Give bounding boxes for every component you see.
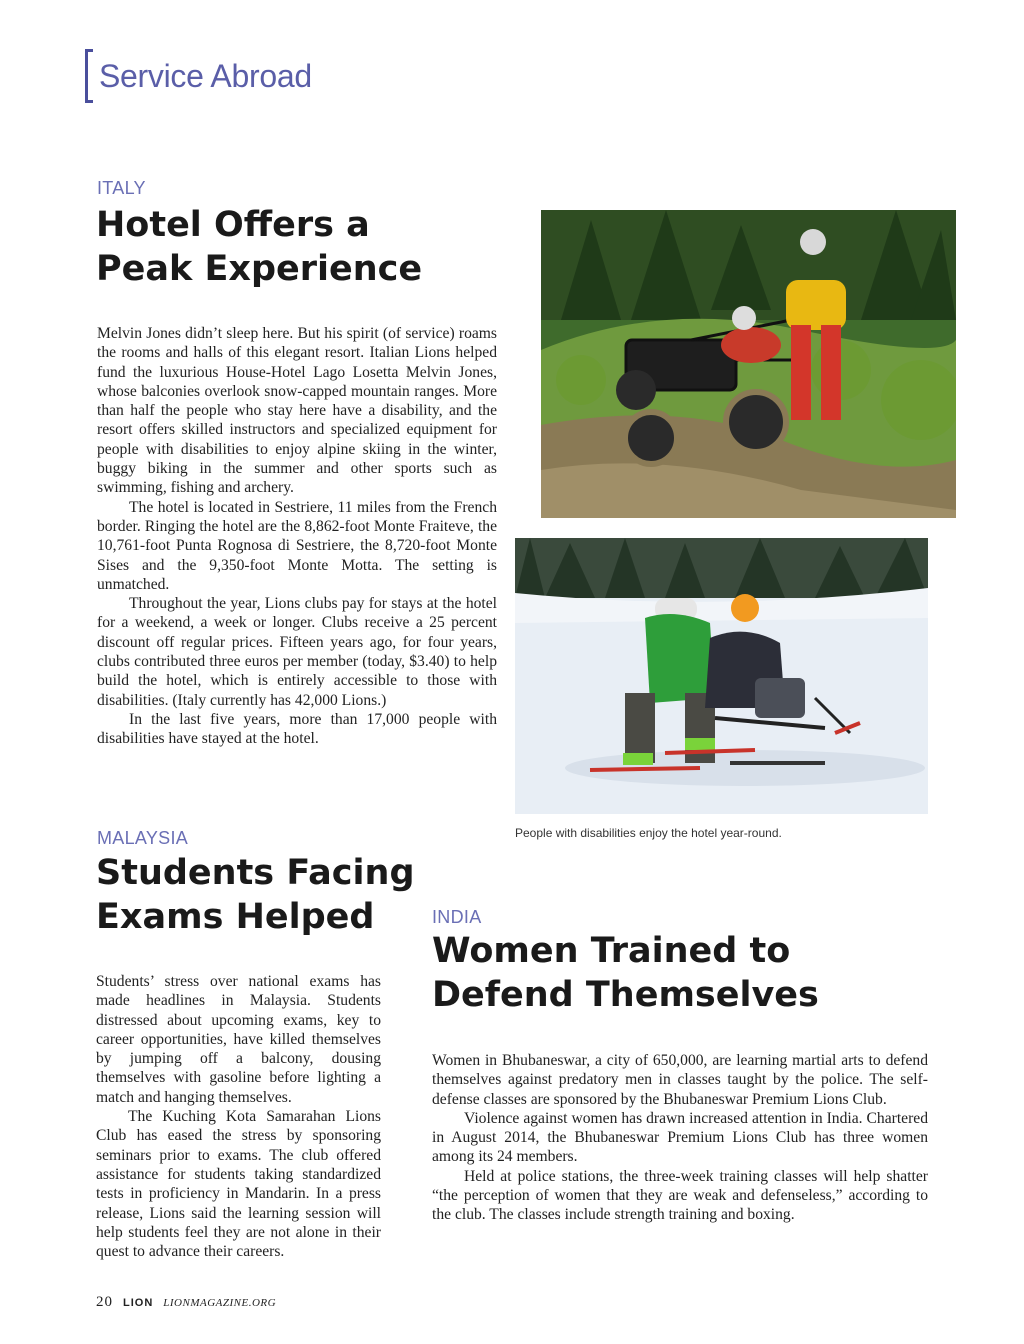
malaysia-article-body [96,972,381,1261]
italy-paragraph-2: The hotel is located in Sestriere, 11 miles from the French border. Ringing the hotel are the 8,862-foot Monte Fraiteve, the 10,761-foot Punta Rognosa di Sestriere, the 8,720-foot Monte Sises and the 9,350-foot Monte Motta. The setting is unmatched. [97,498,497,593]
india-kicker: INDIA [432,907,482,927]
section-header [85,48,312,104]
italy-paragraph-4: In the last five years, more than 17,000 people with disabilities have stayed at the hotel. [97,710,497,748]
page-number: 20 [96,1294,113,1310]
italy-kicker: ITALY [97,178,146,198]
italy-headline-line1: Hotel Offers a [96,205,370,245]
italy-paragraph-1: Melvin Jones didn’t sleep here. But his spirit (of service) roams the rooms and halls of this elegant resort. Italian Lions helped fund the luxurious House-Hotel Lago Losetta Melvin Jones, whose balconies overlook snow-capped mountain ranges. More than half the people who stay here have a disability, and the resort offers skilled instructors and specialized equipment for people with disabilities to enjoy alpine skiing in the winter, buggy biking in the summer and other sports such as swimming, fishing and archery. [97,325,497,497]
malaysia-paragraph-1: Students’ stress over national exams has made headlines in Malaysia. Students distressed about upcoming exams, key to career opportunities, have killed themselves by jumping off a balcony, dousing themselves with gasoline before lighting a match and hanging themselves. [96,973,381,1106]
magazine-name: LION [123,1297,154,1309]
page-footer [96,1294,276,1311]
india-headline-line2: Defend Themselves [432,974,819,1015]
italy-headline [96,204,516,292]
malaysia-headline-line2: Exams Helped [96,896,375,937]
india-headline [432,930,932,1018]
buggy-biking-illustration [541,210,956,518]
malaysia-headline [96,852,426,940]
bracket-decoration [85,49,93,103]
india-paragraph-3: Held at police stations, the three-week training classes will help shatter “the perception of women that they are weak and defenseless,” according to the club. The classes include strength training and boxing. [432,1167,928,1224]
malaysia-headline-line1: Students Facing [96,853,415,893]
india-article-body [432,1051,928,1225]
buggy-biking-photo [541,210,956,518]
india-paragraph-1: Women in Bhubaneswar, a city of 650,000, are learning martial arts to defend themselves against predatory men in classes taught by the police. The self-defense classes are sponsored by the Bhubaneswar Premium Lions Club. [432,1052,928,1108]
malaysia-paragraph-2: The Kuching Kota Samarahan Lions Club has eased the stress by sponsoring seminars prior to exams. The club offered assistance for students taking standardized tests in proficiency in Mandarin. In a press release, Lions said the learning session will help students feel they are not alone in their quest to advance their careers. [96,1108,381,1261]
sit-ski-photo [515,538,928,814]
magazine-website: LIONMAGAZINE.ORG [163,1297,277,1309]
italy-paragraph-3: Throughout the year, Lions clubs pay for stays at the hotel for a weekend, a week or longer. Clubs receive a 25 percent discount off regular prices. Fifteen years ago, for four years, clubs contributed three euros per member (today, $3.40) to help build the hotel, which is entirely accessible to those with disabilities. (Italy currently has 42,000 Lions.) [97,595,497,709]
section-title: Service Abroad [99,57,312,94]
india-paragraph-2: Violence against women has drawn increased attention in India. Chartered in August 2014, the Bhubaneswar Premium Lions Club has three women among its 24 members. [432,1109,928,1166]
malaysia-kicker: MALAYSIA [97,828,189,848]
italy-article-body [97,324,497,749]
sit-ski-illustration [515,538,928,814]
india-headline-line1: Women Trained to [432,931,791,971]
photo-caption: People with disabilities enjoy the hotel year-round. [515,826,782,840]
italy-headline-line2: Peak Experience [96,248,423,289]
